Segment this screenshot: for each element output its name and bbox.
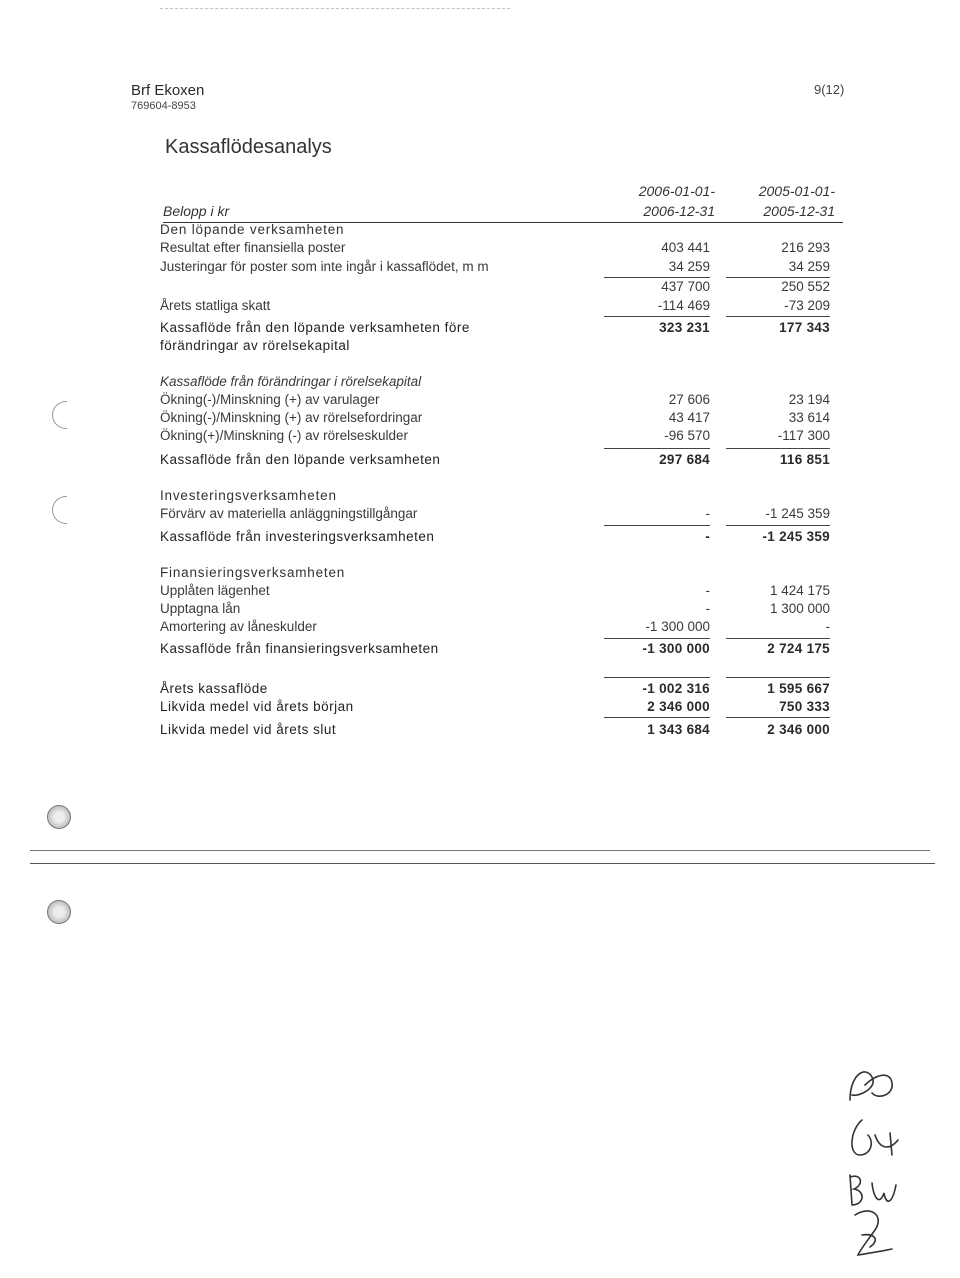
sum-underline: [604, 316, 710, 317]
table-row: [160, 279, 830, 297]
row-label: Förvärv av materiella anläggningstillgångar: [160, 506, 418, 521]
table-row: [160, 452, 830, 470]
value-2005: 216 293: [781, 240, 830, 255]
row-label: Upptagna lån: [160, 601, 241, 616]
section-heading-working-capital: [160, 374, 830, 392]
row-label: Årets kassaflöde: [160, 681, 268, 696]
value-2005: 750 333: [779, 699, 830, 714]
value-2006: 27 606: [668, 392, 710, 407]
value-2005: -: [825, 619, 830, 634]
table-row: [160, 699, 830, 717]
row-label: Finansieringsverksamheten: [160, 565, 346, 580]
fold-line: [30, 863, 935, 864]
row-label: Kassaflöde från den löpande verksamheten före: [160, 320, 470, 335]
value-2006: -1 300 000: [642, 641, 710, 656]
sum-underline: [604, 638, 710, 639]
sum-underline: [726, 677, 830, 678]
value-2006: 297 684: [659, 452, 710, 467]
value-2005: 1 424 175: [769, 583, 830, 598]
row-label: Likvida medel vid årets slut: [160, 722, 337, 737]
sum-underline: [726, 448, 830, 449]
value-2006: -1 300 000: [645, 619, 710, 634]
row-label: Amortering av låneskulder: [160, 619, 317, 634]
value-2006: -: [705, 529, 710, 544]
row-label: förändringar av rörelsekapital: [160, 338, 350, 353]
table-row: [160, 428, 830, 446]
value-2005: 34 259: [788, 259, 830, 274]
punch-hole: [47, 900, 71, 924]
value-2005: -1 245 359: [762, 529, 830, 544]
col2-period-start: 2005-01-01-: [758, 183, 835, 199]
sum-underline: [726, 316, 830, 317]
value-2006: 1 343 684: [647, 722, 710, 737]
value-2005: 2 346 000: [767, 722, 830, 737]
table-row: [160, 259, 830, 277]
unit-label: Belopp i kr: [163, 203, 230, 219]
value-2005: 23 194: [788, 392, 830, 407]
row-label: Upplåten lägenhet: [160, 583, 270, 598]
sum-underline: [726, 717, 830, 718]
sum-underline: [726, 638, 830, 639]
value-2005: 1 595 667: [767, 681, 830, 696]
value-2006: 2 346 000: [647, 699, 710, 714]
row-label: Ökning(-)/Minskning (+) av rörelsefordringar: [160, 410, 423, 425]
scan-artifact-line: [160, 8, 510, 9]
value-2005: 33 614: [788, 410, 830, 425]
value-2005: 2 724 175: [767, 641, 830, 656]
value-2005: 1 300 000: [769, 601, 830, 616]
value-2005: -73 209: [784, 298, 830, 313]
section-heading-investing: [160, 488, 830, 506]
sum-underline: [604, 717, 710, 718]
row-label: Kassaflöde från förändringar i rörelsekapital: [160, 374, 422, 389]
value-2006: -96 570: [664, 428, 710, 443]
table-row: [160, 338, 830, 356]
col1-period-start: 2006-01-01-: [638, 183, 715, 199]
row-label: Justeringar för poster som inte ingår i kassaflödet, m m: [160, 259, 489, 274]
row-label: Kassaflöde från den löpande verksamheten: [160, 452, 441, 467]
table-row: [160, 641, 830, 659]
value-2005: -117 300: [777, 428, 830, 443]
sum-underline: [604, 525, 710, 526]
subtotal-2006: 437 700: [661, 279, 710, 294]
row-label: Likvida medel vid årets början: [160, 699, 354, 714]
value-2006: -: [705, 601, 710, 616]
punch-hole-shadow: [52, 496, 67, 524]
punch-hole-shadow: [52, 401, 67, 429]
sum-underline: [726, 277, 830, 278]
row-label: Ökning(-)/Minskning (+) av varulager: [160, 392, 380, 407]
row-label: Årets statliga skatt: [160, 298, 271, 313]
row-label: Investeringsverksamheten: [160, 488, 337, 503]
subtotal-2005: 250 552: [781, 279, 830, 294]
value-2006: 323 231: [659, 320, 710, 335]
table-row: [160, 583, 830, 601]
value-2006: -: [705, 506, 710, 521]
sum-underline: [726, 525, 830, 526]
table-row: [160, 681, 830, 699]
table-row: [160, 722, 830, 740]
value-2006: -: [705, 583, 710, 598]
row-label: Den löpande verksamheten: [160, 222, 345, 237]
table-row: [160, 320, 830, 338]
sum-underline: [604, 277, 710, 278]
value-2006: -114 469: [657, 298, 710, 313]
value-2006: 34 259: [668, 259, 710, 274]
fold-line: [30, 850, 930, 851]
row-label: Ökning(+)/Minskning (-) av rörelseskulder: [160, 428, 408, 443]
table-row: [160, 506, 830, 524]
table-row: [160, 619, 830, 637]
page-number: 9(12): [814, 82, 845, 97]
table-row: [160, 410, 830, 428]
table-row: [160, 240, 830, 258]
sum-underline: [604, 448, 710, 449]
section-heading-operating: [160, 222, 830, 240]
value-2005: 116 851: [779, 452, 830, 467]
handwritten-initials-signature: [820, 1055, 920, 1270]
value-2005: 177 343: [779, 320, 830, 335]
organization-name: Brf Ekoxen: [131, 82, 205, 99]
value-2005: -1 245 359: [765, 506, 830, 521]
value-2006: -1 002 316: [642, 681, 710, 696]
value-2006: 403 441: [661, 240, 710, 255]
table-row: [160, 392, 830, 410]
row-label: Resultat efter finansiella poster: [160, 240, 346, 255]
col1-period-end: 2006-12-31: [643, 203, 715, 219]
section-heading-financing: [160, 565, 830, 583]
table-row: [160, 298, 830, 316]
col2-period-end: 2005-12-31: [763, 203, 835, 219]
row-label: Kassaflöde från investeringsverksamheten: [160, 529, 435, 544]
organization-number: 769604-8953: [131, 100, 196, 112]
table-row: [160, 529, 830, 547]
document-title: Kassaflödesanalys: [165, 136, 332, 158]
sum-underline: [604, 677, 710, 678]
punch-hole: [47, 805, 71, 829]
row-label: Kassaflöde från finansieringsverksamheten: [160, 641, 439, 656]
table-row: [160, 601, 830, 619]
value-2006: 43 417: [668, 410, 710, 425]
